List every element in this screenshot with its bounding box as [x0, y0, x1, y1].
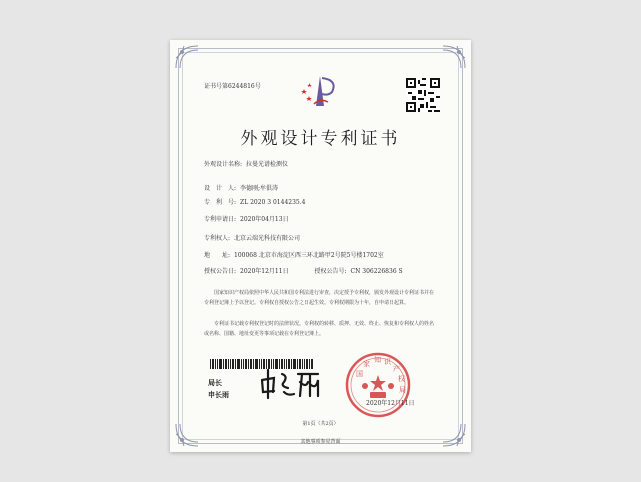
- certificate-paper: [170, 40, 471, 452]
- qr-code: [406, 78, 440, 112]
- field-label: 专利申请日:: [204, 216, 237, 223]
- svg-text:国: 国: [356, 370, 363, 378]
- grant-number-label: 授权公告号:: [314, 268, 347, 275]
- field-label: 专利权人:: [204, 235, 231, 242]
- grant-date: 2020年12月11日: [240, 268, 289, 275]
- barcode: [210, 354, 314, 364]
- svg-text:识: 识: [384, 358, 391, 366]
- certificate-title: 外观设计专利证书: [240, 129, 401, 149]
- field-patentee: [204, 233, 300, 242]
- statement-paragraph-2: 专利证书记载专利权登记时的法律状况。专利权的转移、质押、无效、终止、恢复和专利权人的姓名或名称、国籍、地址变更等事项记载在专利登记簿上。: [204, 321, 435, 337]
- field-filing-date: [204, 214, 289, 223]
- field-value: 北京云端光科技有限公司: [234, 235, 301, 242]
- page-number: 第1页（共2页）: [302, 421, 339, 427]
- svg-text:局: 局: [399, 386, 406, 394]
- svg-text:产: 产: [393, 365, 400, 373]
- field-value: 拉曼光谱检测仪: [246, 161, 289, 168]
- signatory-title: 局长: [208, 379, 222, 387]
- footer-note: 其他事项参见背面: [300, 439, 341, 445]
- field-address: [204, 250, 384, 259]
- official-seal: [345, 352, 411, 418]
- svg-text:知: 知: [374, 356, 381, 364]
- svg-text:家: 家: [363, 360, 370, 368]
- grant-date-label: 授权公告日:: [204, 268, 237, 275]
- field-label: 地 址:: [204, 252, 231, 259]
- field-label: 设 计 人:: [204, 185, 237, 192]
- corner-ornament: [174, 44, 200, 70]
- field-value: 100068 北京市海淀区西三环北路甲2号院5号楼1702室: [234, 252, 384, 259]
- field-label: 外观设计名称:: [204, 161, 243, 168]
- field-grant: [204, 266, 403, 275]
- signatory-name: 申长雨: [208, 391, 229, 399]
- field-value: 2020年04月13日: [240, 216, 289, 223]
- corner-ornament: [441, 44, 467, 70]
- field-value: ZL 2020 3 0144235.4: [240, 199, 306, 206]
- field-design-name: [204, 159, 288, 168]
- field-designer: [204, 183, 278, 192]
- grant-number: CN 306226836 S: [350, 268, 403, 275]
- field-label: 专 利 号:: [204, 199, 237, 206]
- field-patent-number: [204, 197, 305, 206]
- patent-office-logo: [298, 74, 342, 108]
- field-value: 李德刚;牟俱涛: [240, 185, 279, 192]
- certificate-number: 证书号第6244816号: [204, 83, 261, 90]
- statement-paragraph-1: 国家知识产权局依照中华人民共和国专利法进行审查，决定授予专利权，颁发外观设计专利证书并在专利登记簿上予以登记。专利权自授权公告之日起生效。专利权期限为十年，自申请日起算。: [204, 290, 435, 306]
- issue-date: 2020年12月11日: [366, 400, 415, 407]
- svg-text:权: 权: [398, 375, 405, 383]
- director-signature: [258, 366, 322, 400]
